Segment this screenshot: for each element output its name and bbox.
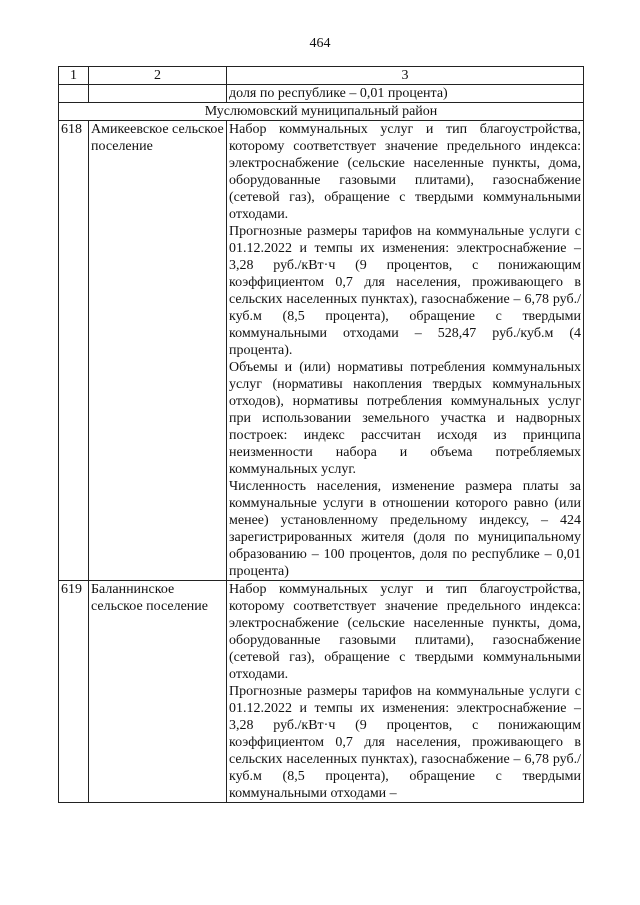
- header-cell-1: 1: [59, 67, 89, 85]
- row-number: 618: [59, 121, 89, 581]
- table-row: [59, 581, 584, 803]
- settlement-name: Амикеевское сельское поселение: [89, 121, 227, 581]
- continuation-name-cell: [89, 85, 227, 103]
- continuation-text: доля по республике – 0,01 процента): [227, 85, 584, 103]
- description-paragraph: Объемы и (или) нормативы потребления коммунальных услуг (нормативы накопления твердых коммунальных отходов), нормативы потребления коммунальных услуг при использовании земельного участка и надворных построек: индекс рассчитан исходя из принципа неизменности набора и объема потребляемых коммунальных услуг.: [229, 360, 581, 477]
- tariff-table: [58, 66, 584, 803]
- header-cell-2: 2: [89, 67, 227, 85]
- page-number: 464: [309, 36, 331, 51]
- description-paragraph: Прогнозные размеры тарифов на коммунальные услуги с 01.12.2022 и темпы их изменения: электроснабжение – 3,28 руб./кВт·ч (9 процентов, с понижающим коэффициентом 0,7 для населения, проживающего в сельских населенных пунктах), газоснабжение – 6,78 руб./куб.м (8,5 процента), обращение с твердыми коммунальными отходами – 528,47 руб./куб.м (4 процента).: [229, 224, 581, 358]
- region-title: Муслюмовский муниципальный район: [59, 103, 584, 121]
- description-paragraph: Набор коммунальных услуг и тип благоустройства, которому соответствует значение предельного индекса: электроснабжение (сельские населенные пункты, дома, оборудованные газовыми плитами), газоснабжение (сетевой газ), обращение с твердыми коммунальными отходами.: [229, 122, 581, 222]
- region-row: [59, 103, 584, 121]
- table-header-row: [59, 67, 584, 85]
- settlement-name: Баланнинское сельское поселение: [89, 581, 227, 803]
- row-description: [227, 581, 584, 803]
- header-cell-3: 3: [227, 67, 584, 85]
- continuation-num-cell: [59, 85, 89, 103]
- description-paragraph: Прогнозные размеры тарифов на коммунальные услуги с 01.12.2022 и темпы их изменения: электроснабжение – 3,28 руб./кВт·ч (9 процентов, с понижающим коэффициентом 0,7 для населения, проживающего в сельских населенных пунктах), газоснабжение – 6,78 руб./куб.м (8,5 процента), обращение с твердыми коммунальными отходами –: [229, 684, 581, 801]
- description-paragraph: Численность населения, изменение размера платы за коммунальные услуги в отношении которого равно (или менее) установленному предельному индексу, – 424 зарегистрированных жителя (доля по муниципальному образованию – 100 процентов, доля по республике – 0,01 процента): [229, 479, 581, 579]
- row-description: [227, 121, 584, 581]
- continuation-row: [59, 85, 584, 103]
- row-number: 619: [59, 581, 89, 803]
- table-row: [59, 121, 584, 581]
- description-paragraph: Набор коммунальных услуг и тип благоустройства, которому соответствует значение предельного индекса: электроснабжение (сельские населенные пункты, дома, оборудованные газовыми плитами), газоснабжение (сетевой газ), обращение с твердыми коммунальными отходами.: [229, 582, 581, 682]
